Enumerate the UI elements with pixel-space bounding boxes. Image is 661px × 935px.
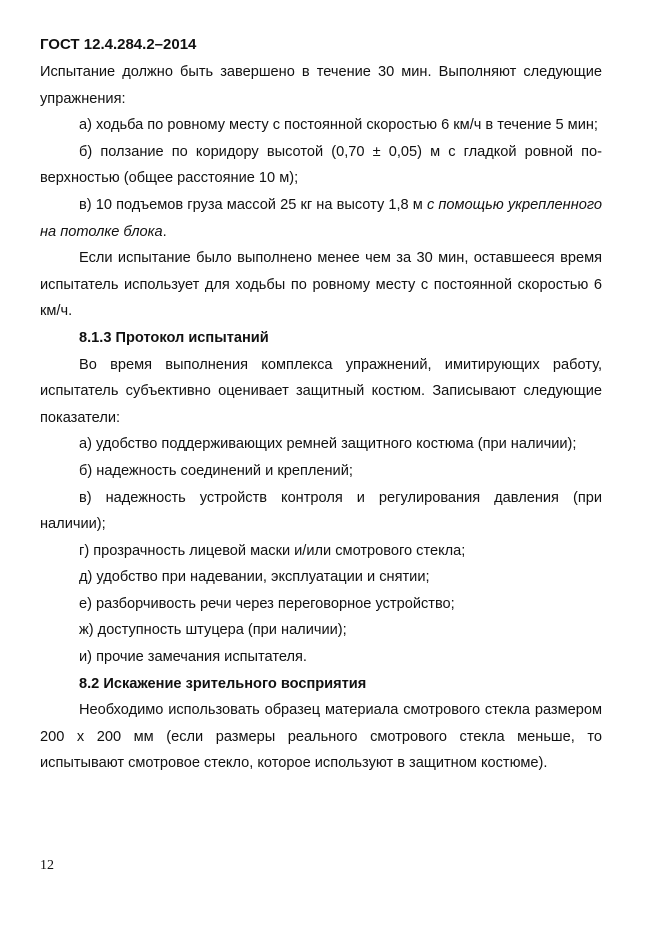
list-item: в) надежность устройств контроля и регулирования давления (при наличии); [40,489,602,533]
list-item: г) прозрачность лицевой маски и/или смотрового стекла; [79,542,466,559]
page-number: 12 [40,858,54,873]
list-item-end: . [162,223,167,240]
section-heading: 8.2 Искажение зрительного восприятия [79,675,367,692]
list-item: б) надежность соединений и креплений; [79,462,353,479]
section-heading: 8.1.3 Протокол испытаний [79,329,269,346]
list-item: и) прочие замечания испытателя. [79,649,307,666]
paragraph: Во время выполнения комплекса упражнений, имитирующих работу, испытатель субъективно оценивает защитный костюм. Записывают следующие показатели: [40,356,602,426]
list-item [40,192,602,245]
list-item: а) ходьба по ровному месту с постоянной скоростью 6 км/ч в течение 5 мин; [79,117,598,134]
paragraph: Необходимо использовать образец материала смотрового стекла размером 200 х 200 мм (если размеры реального смотрового стекла меньше, то испытывают смотровое стекло, которое используют в защитном костюме). [40,702,602,772]
document-body [40,59,602,777]
paragraph: Испытание должно быть завершено в течение 30 мин. Выполняют следующие упражнения: [40,64,602,107]
list-item: д) удобство при надевании, эксплуатации и снятии; [79,569,430,586]
list-item-text: в) 10 подъемов груза массой 25 кг на высоту 1,8 м [79,196,427,213]
list-item: б) ползание по коридору высотой (0,70 ± 0,05) м с гладкой ровной поверхностью (общее расстояние 10 м); [40,143,602,187]
document-header: ГОСТ 12.4.284.2–2014 [40,36,197,53]
list-item-italic-text: с помощью укрепленного на потолке блока [40,196,602,240]
list-item: а) удобство поддерживающих ремней защитного костюма (при наличии); [79,436,577,453]
list-item: е) разборчивость речи через переговорное устройство; [79,595,455,612]
paragraph: Если испытание было выполнено менее чем за 30 мин, оставшееся время испытатель использует для ходьбы по ровному месту с постоянной скоростью 6 км/ч. [40,250,602,320]
list-item: ж) доступность штуцера (при наличии); [79,622,347,639]
